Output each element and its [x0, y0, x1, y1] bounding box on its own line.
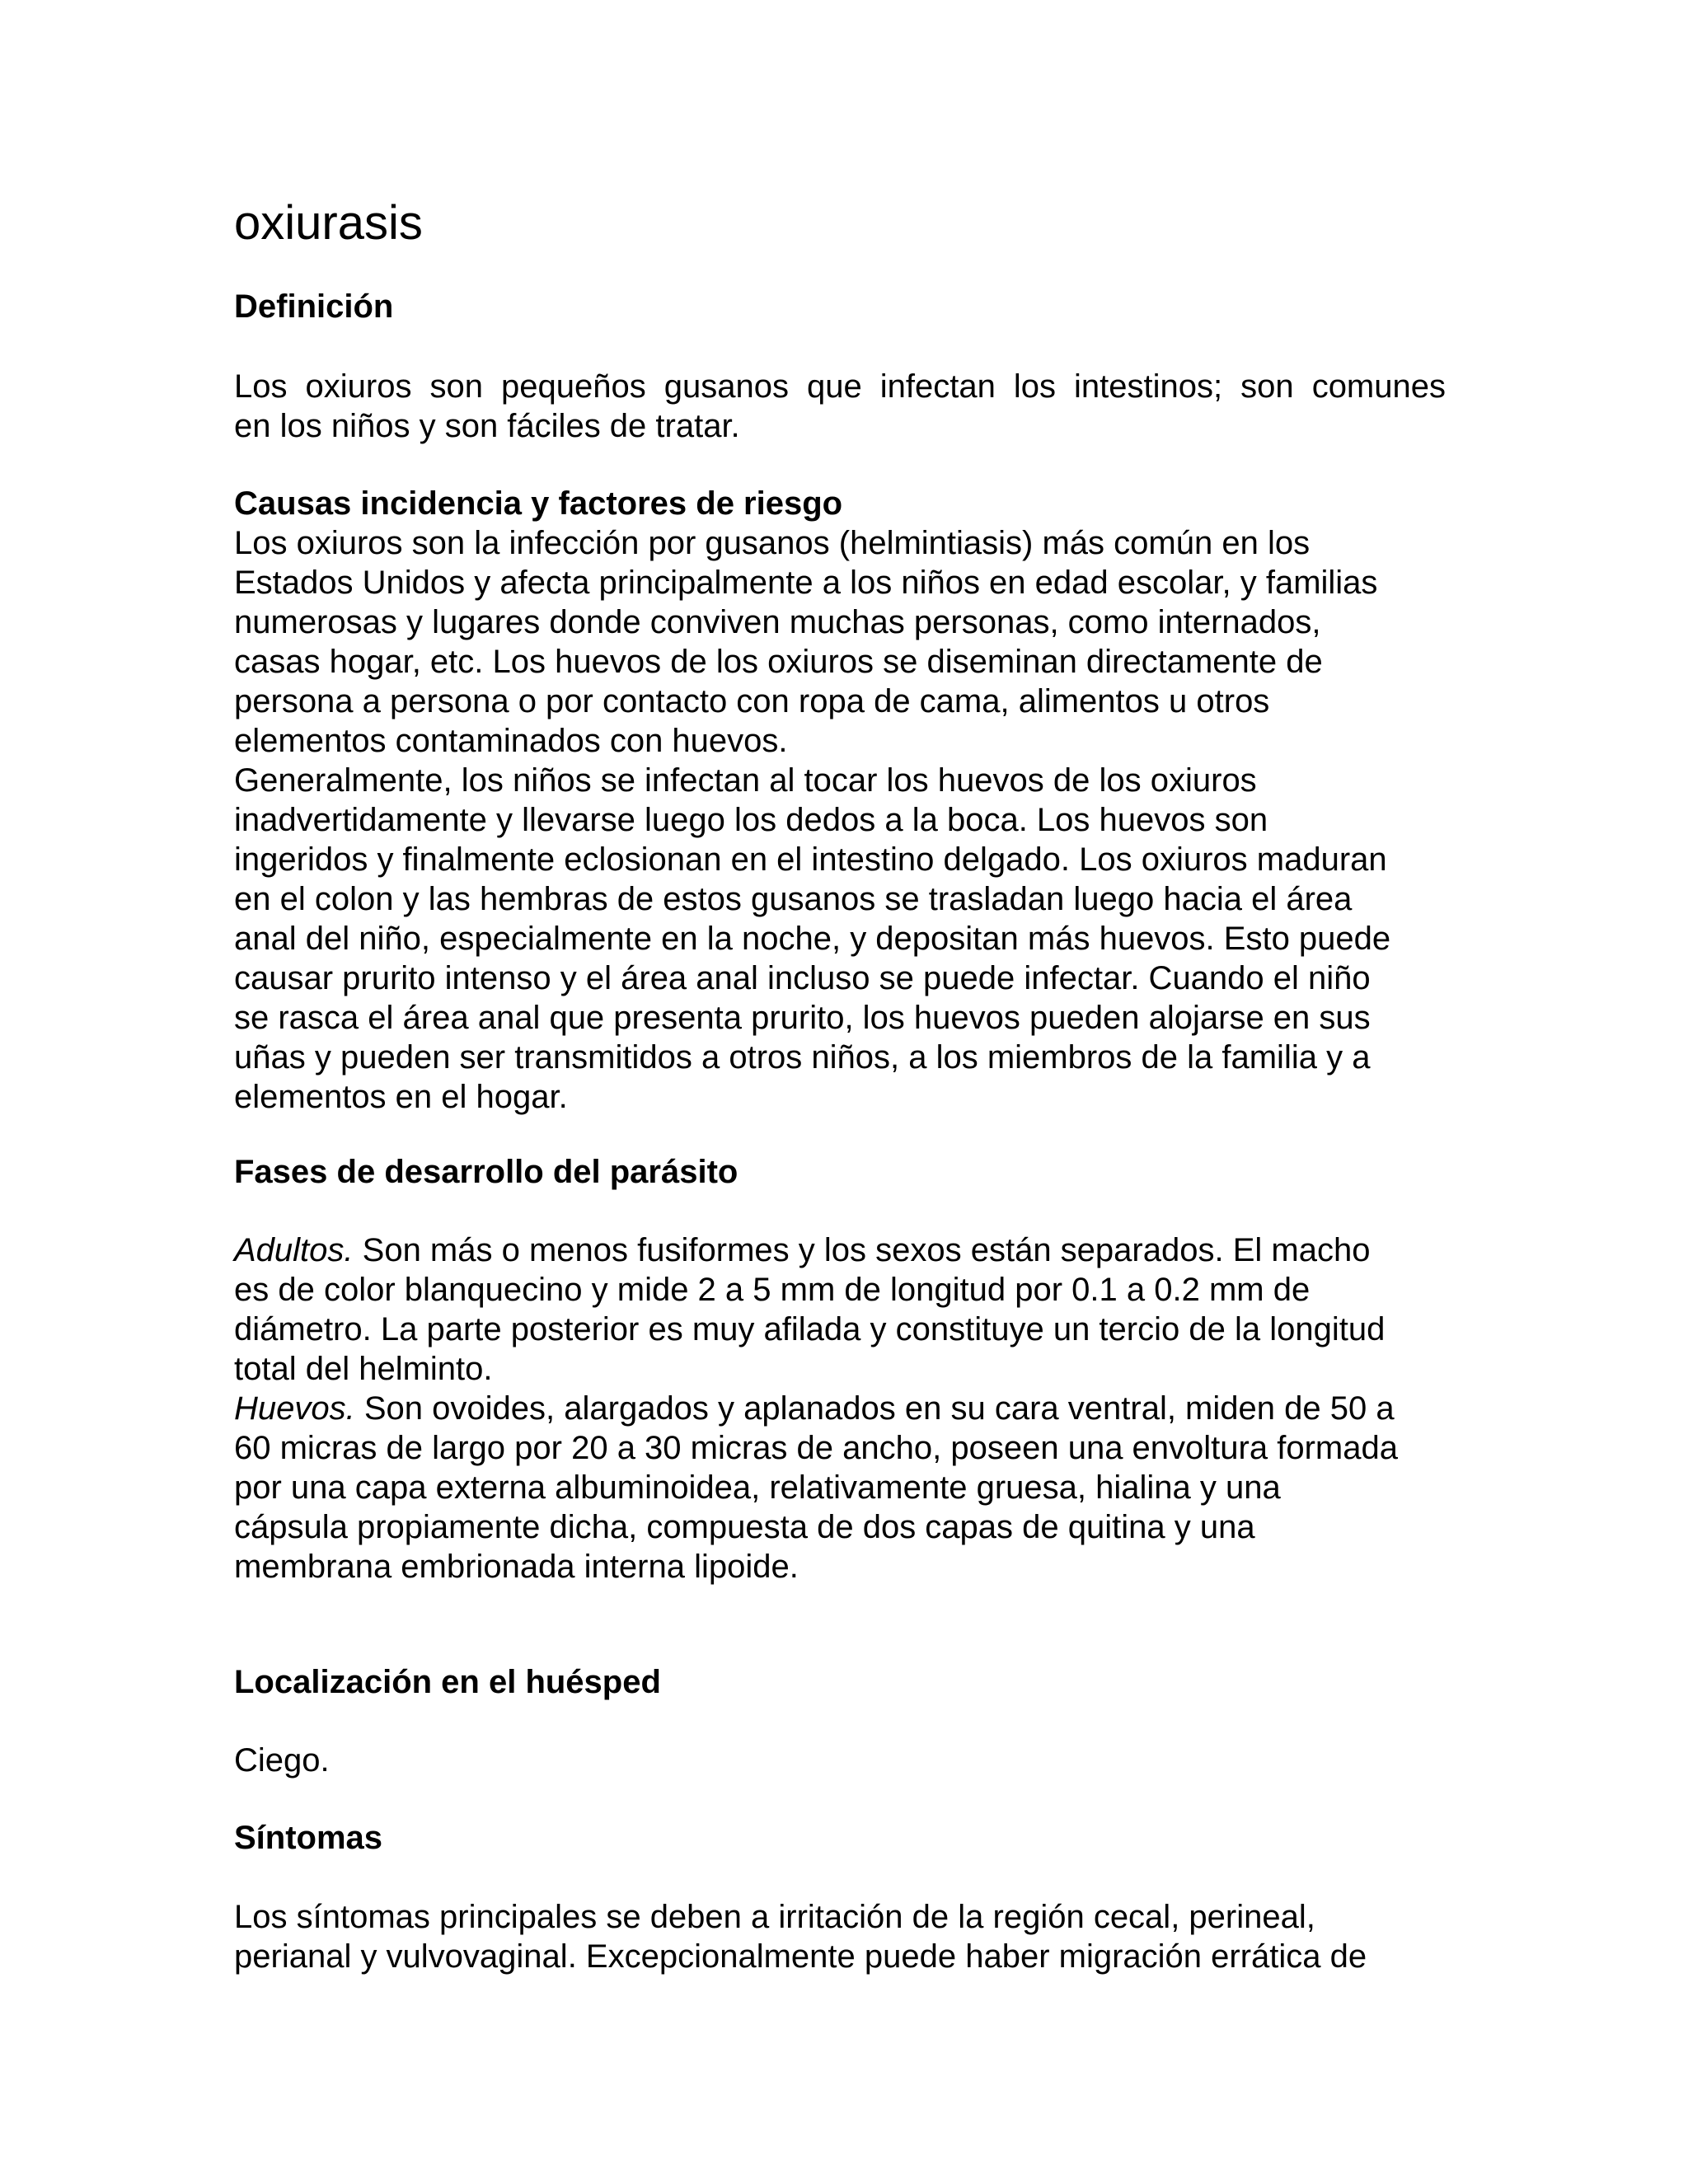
paragraph-causas: [234, 523, 1390, 1117]
justified-line: [234, 367, 1446, 406]
paragraph-localizacion: [234, 1741, 330, 1780]
text-line: por una capa externa albuminoidea, relativamente gruesa, hialina y una: [234, 1469, 1281, 1506]
word: que: [807, 368, 862, 405]
section-heading-causas: Causas incidencia y factores de riesgo: [234, 485, 843, 522]
text-line: perianal y vulvovaginal. Excepcionalmente puede haber migración errática de: [234, 1938, 1367, 1975]
text-line: anal del niño, especialmente en la noche, y depositan más huevos. Esto puede: [234, 921, 1391, 957]
text-line: Los oxiuros son la infección por gusanos (helmintiasis) más común en los: [234, 525, 1311, 561]
section-heading-definicion: Definición: [234, 288, 394, 325]
word: son: [1240, 368, 1294, 405]
paragraph-definicion: [234, 367, 1446, 446]
term-adultos: Adultos.: [234, 1232, 354, 1268]
text-line: membrana embrionada interna lipoide.: [234, 1549, 799, 1585]
word: los: [1013, 368, 1057, 405]
word: Los: [234, 368, 288, 405]
text-line: casas hogar, etc. Los huevos de los oxiuros se diseminan directamente de: [234, 644, 1323, 680]
text-line: Generalmente, los niños se infectan al tocar los huevos de los oxiuros: [234, 762, 1257, 799]
word: oxiuros: [305, 368, 412, 405]
text-line: numerosas y lugares donde conviven muchas personas, como internados,: [234, 604, 1321, 640]
text-run: Son más o menos fusiformes y los sexos están separados. El macho: [353, 1232, 1371, 1268]
section-heading-localizacion: Localización en el huésped: [234, 1664, 661, 1700]
term-huevos: Huevos.: [234, 1390, 355, 1427]
text-line: Los síntomas principales se deben a irritación de la región cecal, perineal,: [234, 1899, 1315, 1935]
document-title: oxiurasis: [234, 196, 423, 250]
paragraph-fases: [234, 1230, 1398, 1586]
text-line: [234, 1230, 1398, 1270]
word: pequeños: [501, 368, 646, 405]
word: son: [429, 368, 483, 405]
text-line: en los niños y son fáciles de tratar.: [234, 408, 740, 444]
text-line: persona a persona o por contacto con ropa de cama, alimentos u otros: [234, 683, 1270, 719]
text-line: en el colon y las hembras de estos gusanos se trasladan luego hacia el área: [234, 881, 1353, 917]
word: comunes: [1311, 368, 1446, 405]
text-run: Son ovoides, alargados y aplanados en su cara ventral, miden de 50 a: [354, 1390, 1395, 1427]
text-line: Ciego.: [234, 1742, 330, 1779]
text-line: 60 micras de largo por 20 a 30 micras de ancho, poseen una envoltura formada: [234, 1430, 1398, 1466]
text-line: elementos en el hogar.: [234, 1079, 568, 1115]
text-line: elementos contaminados con huevos.: [234, 723, 788, 759]
text-line: [234, 1389, 1398, 1428]
paragraph-sintomas: [234, 1897, 1367, 1976]
text-line: causar prurito intenso y el área anal incluso se puede infectar. Cuando el niño: [234, 960, 1371, 996]
text-line: es de color blanquecino y mide 2 a 5 mm de longitud por 0.1 a 0.2 mm de: [234, 1272, 1311, 1308]
text-line: ingeridos y finalmente eclosionan en el intestino delgado. Los oxiuros maduran: [234, 841, 1387, 878]
text-line: cápsula propiamente dicha, compuesta de dos capas de quitina y una: [234, 1509, 1255, 1545]
word: infectan: [879, 368, 996, 405]
word: gusanos: [663, 368, 789, 405]
word: intestinos;: [1074, 368, 1223, 405]
text-line: total del helminto.: [234, 1351, 493, 1387]
text-line: Estados Unidos y afecta principalmente a los niños en edad escolar, y familias: [234, 565, 1378, 601]
text-line: diámetro. La parte posterior es muy afilada y constituye un tercio de la longitud: [234, 1311, 1386, 1347]
text-line: se rasca el área anal que presenta prurito, los huevos pueden alojarse en sus: [234, 1000, 1371, 1036]
section-heading-fases: Fases de desarrollo del parásito: [234, 1154, 738, 1190]
text-line: inadvertidamente y llevarse luego los dedos a la boca. Los huevos son: [234, 802, 1268, 838]
text-line: uñas y pueden ser transmitidos a otros niños, a los miembros de la familia y a: [234, 1039, 1371, 1076]
section-heading-sintomas: Síntomas: [234, 1820, 383, 1856]
